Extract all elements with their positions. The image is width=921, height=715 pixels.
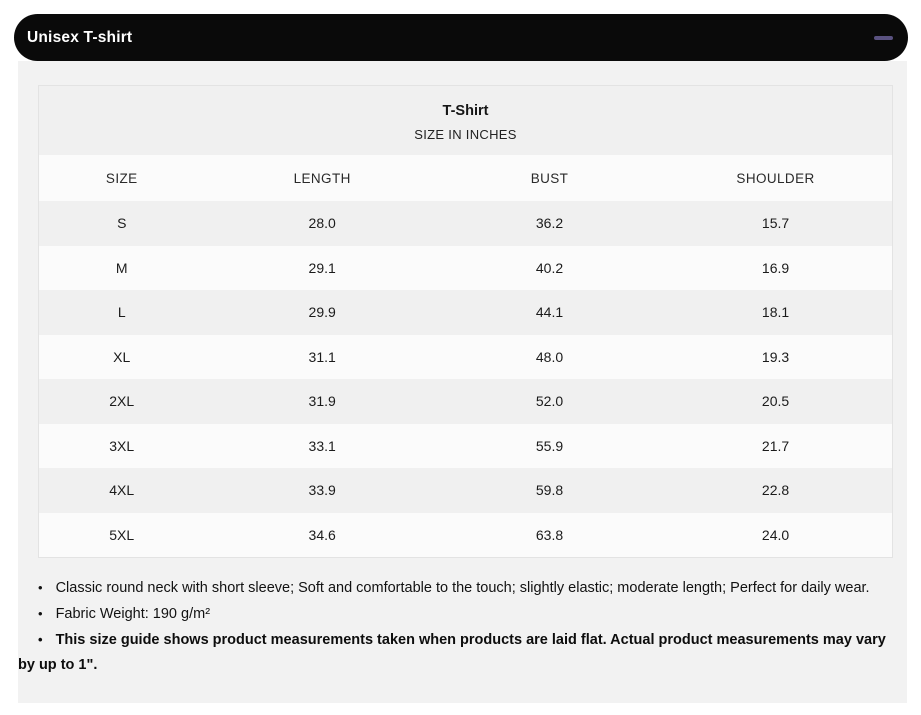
note-text: Fabric Weight: 190 g/m² xyxy=(55,606,211,622)
cell-size: 3XL xyxy=(109,437,135,454)
cell-bust: 36.2 xyxy=(535,215,564,232)
table-header-row xyxy=(39,155,892,201)
note-text: This size guide shows product measurements taken when products are laid flat. Actual product measurements may vary by up to 1". xyxy=(18,632,886,673)
column-header-size: SIZE xyxy=(105,170,138,186)
table-row xyxy=(39,468,892,513)
product-notes xyxy=(18,575,903,678)
cell-length: 33.9 xyxy=(308,482,336,499)
cell-length: 34.6 xyxy=(308,526,336,543)
cell-size: S xyxy=(117,215,127,232)
bullet-icon: • xyxy=(38,606,43,621)
accordion-title: Unisex T-shirt xyxy=(27,28,133,46)
cell-size: M xyxy=(115,259,128,276)
accordion-header-unisex-tshirt[interactable] xyxy=(14,14,908,61)
cell-bust: 55.9 xyxy=(535,437,564,454)
note-text: Classic round neck with short sleeve; Soft and comfortable to the touch; slightly elastic; moderate length; Perfect for daily wear. xyxy=(55,580,870,596)
cell-shoulder: 24.0 xyxy=(761,526,790,543)
size-chart-title: T-Shirt xyxy=(442,103,489,119)
cell-shoulder: 15.7 xyxy=(761,215,790,232)
cell-bust: 59.8 xyxy=(535,482,564,499)
cell-bust: 40.2 xyxy=(535,259,564,276)
table-row xyxy=(39,290,892,335)
table-row xyxy=(39,379,892,424)
cell-size: 2XL xyxy=(109,393,135,410)
cell-size: XL xyxy=(113,348,131,365)
cell-shoulder: 19.3 xyxy=(761,348,790,365)
cell-bust: 63.8 xyxy=(535,526,564,543)
cell-shoulder: 22.8 xyxy=(761,482,790,499)
column-header-bust: BUST xyxy=(530,170,569,186)
table-row xyxy=(39,335,892,380)
table-row xyxy=(39,201,892,246)
table-row xyxy=(39,424,892,469)
cell-size: 5XL xyxy=(109,526,135,543)
cell-length: 33.1 xyxy=(308,437,336,454)
size-chart-table xyxy=(38,85,893,558)
cell-length: 31.1 xyxy=(308,348,336,365)
table-row xyxy=(39,513,892,558)
collapse-minus-icon[interactable] xyxy=(874,36,893,40)
cell-shoulder: 18.1 xyxy=(761,304,790,321)
column-header-shoulder: SHOULDER xyxy=(736,170,815,186)
cell-bust: 44.1 xyxy=(535,304,564,321)
product-note xyxy=(18,627,903,678)
cell-length: 29.1 xyxy=(308,259,336,276)
cell-bust: 52.0 xyxy=(535,393,564,410)
cell-length: 28.0 xyxy=(308,215,336,232)
table-body xyxy=(39,201,892,557)
size-chart-title-block xyxy=(39,86,892,155)
cell-shoulder: 20.5 xyxy=(761,393,790,410)
accordion-body xyxy=(18,61,907,703)
cell-bust: 48.0 xyxy=(535,348,564,365)
column-header-length: LENGTH xyxy=(293,170,351,186)
cell-length: 31.9 xyxy=(308,393,336,410)
bullet-icon: • xyxy=(38,580,43,595)
product-note xyxy=(18,575,903,601)
cell-shoulder: 16.9 xyxy=(761,259,790,276)
table-row xyxy=(39,246,892,291)
cell-size: L xyxy=(117,304,126,321)
cell-shoulder: 21.7 xyxy=(761,437,790,454)
bullet-icon: • xyxy=(38,632,43,647)
cell-length: 29.9 xyxy=(308,304,336,321)
product-note xyxy=(18,601,903,627)
size-chart-subtitle: SIZE IN INCHES xyxy=(414,127,517,142)
cell-size: 4XL xyxy=(109,482,135,499)
